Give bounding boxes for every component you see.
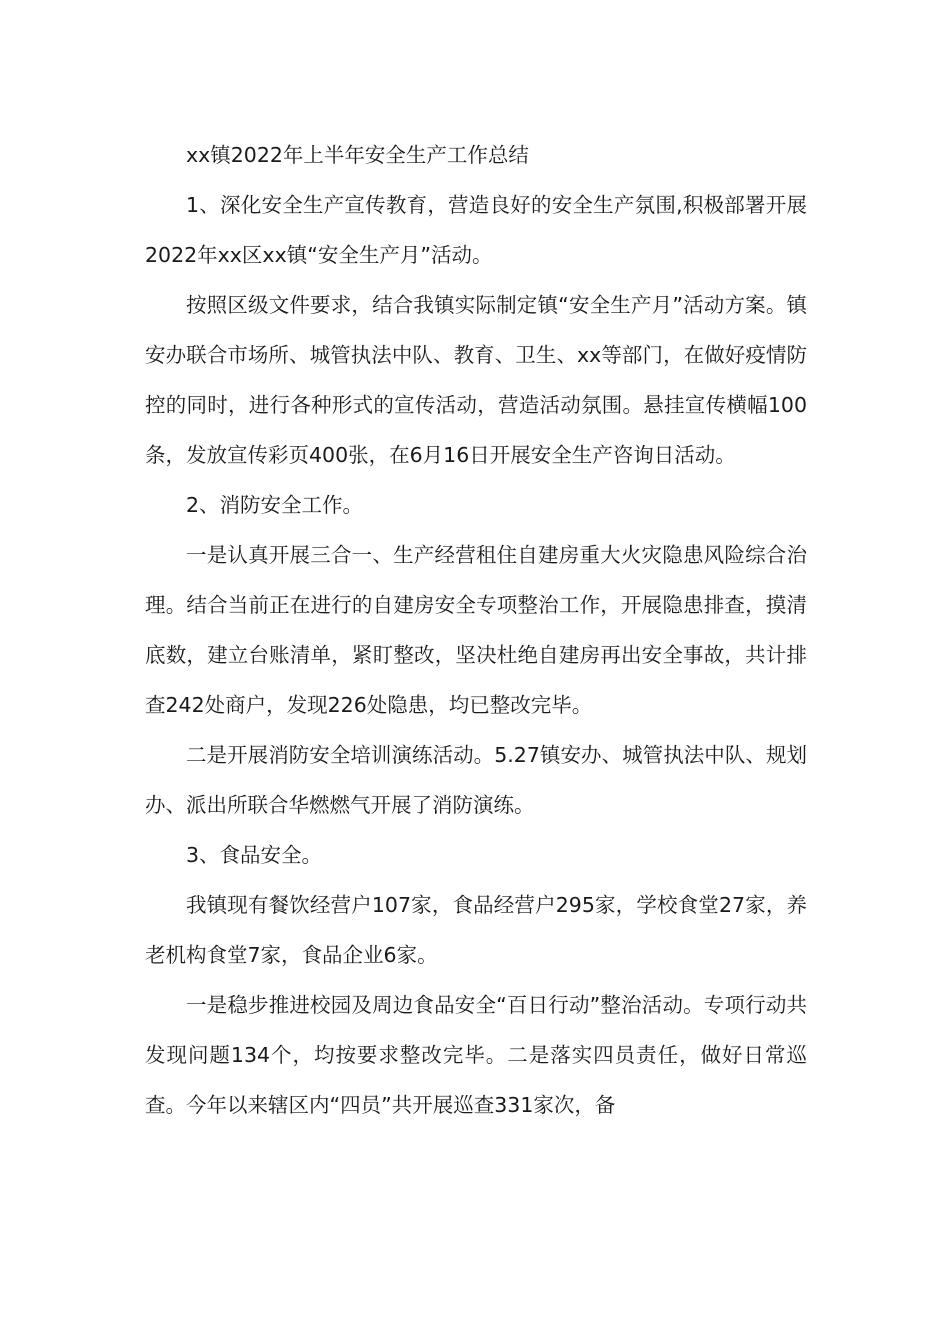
paragraph-3: 2、消防安全工作。	[186, 493, 364, 517]
document-title: xx镇2022年上半年安全生产工作总结	[186, 143, 529, 167]
paragraph-2: 按照区级文件要求，结合我镇实际制定镇“安全生产月”活动方案。镇安办联合市场所、城管执法中队、教育、卫生、xx等部门，在做好疫情防控的同时，进行各种形式的宣传活动，营造活动氛围。悬挂宣传横幅100条，发放宣传彩页400张，在6月16日开展安全生产咨询日活动。	[145, 293, 807, 467]
paragraph-6: 3、食品安全。	[186, 843, 323, 867]
paragraph-7: 我镇现有餐饮经营户107家，食品经营户295家，学校食堂27家，养老机构食堂7家，食品企业6家。	[145, 893, 807, 967]
document-body	[145, 130, 807, 1130]
paragraph-8: 一是稳步推进校园及周边食品安全“百日行动”整治活动。专项行动共发现问题134个，均按要求整改完毕。二是落实四员责任，做好日常巡查。今年以来辖区内“四员”共开展巡查331家次，备	[145, 993, 807, 1117]
paragraph-1: 1、深化安全生产宣传教育，营造良好的安全生产氛围,积极部署开展2022年xx区xx镇“安全生产月”活动。	[145, 193, 807, 267]
paragraph-4: 一是认真开展三合一、生产经营租住自建房重大火灾隐患风险综合治理。结合当前正在进行的自建房安全专项整治工作，开展隐患排查，摸清底数，建立台账清单，紧盯整改，坚决杜绝自建房再出安全事故，共计排查242处商户，发现226处隐患，均已整改完毕。	[145, 543, 807, 717]
paragraph-5: 二是开展消防安全培训演练活动。5.27镇安办、城管执法中队、规划办、派出所联合华燃燃气开展了消防演练。	[145, 743, 807, 817]
